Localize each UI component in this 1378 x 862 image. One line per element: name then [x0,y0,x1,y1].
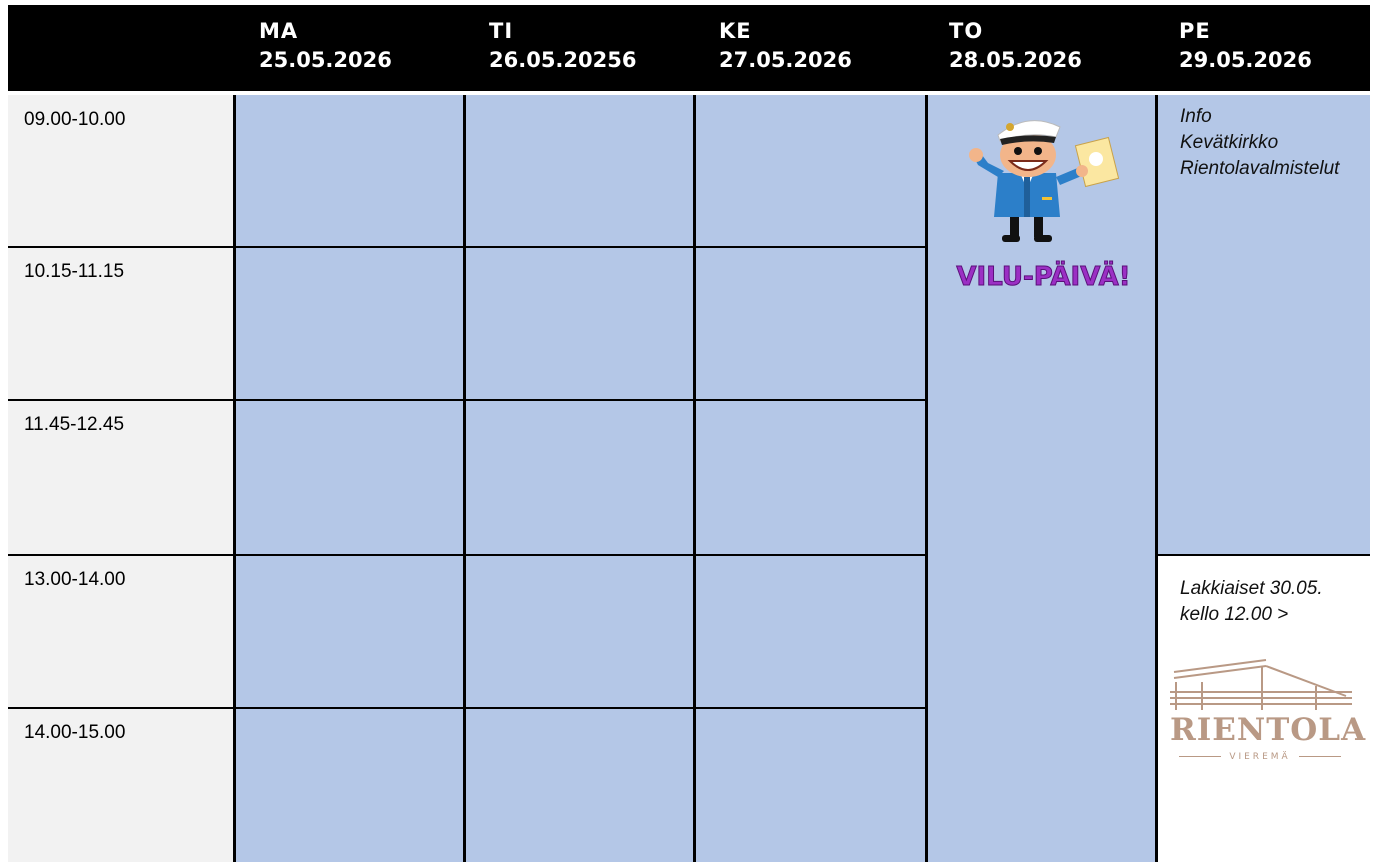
grid-line [8,246,928,248]
time-label: 14.00-15.00 [24,722,126,743]
time-slot-5 [8,708,235,862]
day-name: TI [489,19,514,43]
grid-line [8,399,928,401]
day-name: KE [719,19,752,43]
grid-line [1155,95,1158,862]
rientola-building-icon [1166,652,1356,714]
grid-line [1155,554,1370,556]
grid-line [8,707,928,709]
day-date: 27.05.2026 [719,48,852,72]
graduate-mascot-icon [968,105,1128,247]
rientola-logo-sub: VIEREMÄ [1170,752,1350,762]
day-name: MA [259,19,299,43]
day-date: 25.05.2026 [259,48,392,72]
time-slot-2 [8,247,235,400]
time-slot-4 [8,555,235,708]
time-slot-3 [8,400,235,555]
grid-line [463,95,466,862]
day-header-pe [1155,5,1370,91]
time-label: 10.15-11.15 [24,261,125,282]
time-slot-1 [8,95,235,247]
note-line: Kevätkirkko [1180,132,1279,153]
day-header-ma [235,5,465,91]
grid-line [8,554,928,556]
grid-line [693,95,696,862]
day-name: PE [1179,19,1211,43]
day-date: 29.05.2026 [1179,48,1312,72]
grid-line [233,95,236,862]
day-header-to [925,5,1155,91]
day-date: 28.05.2026 [949,48,1082,72]
day-header-ke [695,5,925,91]
note-line: Rientolavalmistelut [1180,158,1340,179]
rientola-logo-name: RIENTOLA [1170,712,1367,748]
time-label: 11.45-12.45 [24,414,125,435]
day-date: 26.05.20256 [489,48,637,72]
day-header-ti [465,5,695,91]
friday-morning-notes [1180,104,1339,182]
vilu-paiva-banner: VILU-PÄIVÄ! [956,262,1131,292]
day-name: TO [949,19,984,43]
schedule-cells-ma-ke [235,95,925,862]
note-line: Info [1180,106,1212,127]
time-label: 13.00-14.00 [24,569,126,590]
note-line: Lakkiaiset 30.05. [1180,578,1323,599]
note-line: kello 12.00 > [1180,604,1289,625]
friday-afternoon-notes [1180,576,1323,628]
time-label: 09.00-10.00 [24,109,126,130]
grid-line [925,95,928,862]
